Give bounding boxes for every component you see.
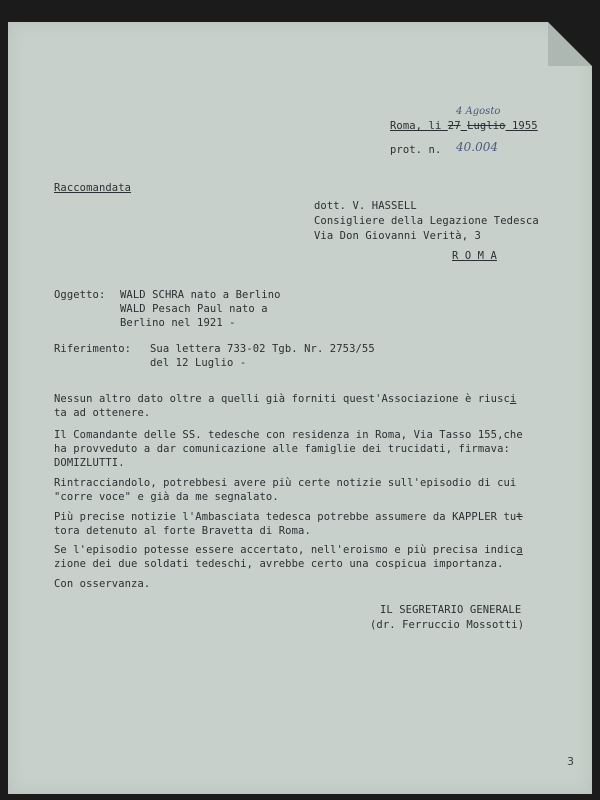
body-line: ha provveduto a dar comunicazione alle famiglie dei trucidati, firmava: [54, 443, 510, 455]
subject-line-3: Berlino nel 1921 - [120, 317, 236, 329]
recipient-title: Consigliere della Legazione Tedesca [314, 215, 539, 227]
page-number: 3 [567, 755, 574, 768]
body-line: Più precise notizie l'Ambasciata tedesca potrebbe assumere da KAPPLER tut [54, 511, 523, 523]
date-year: 1955 [512, 120, 538, 132]
subject-line-1: WALD SCHRA nato a Berlino [120, 289, 281, 301]
signature-name: (dr. Ferruccio Mossotti) [370, 619, 525, 631]
handwritten-date: 4 Agosto [456, 106, 501, 117]
reference-label: Riferimento: [54, 343, 132, 355]
raccomandata-label: Raccomandata [54, 182, 132, 194]
date-line [390, 120, 538, 133]
body-line: ta ad ottenere. [54, 407, 151, 419]
subject-label: Oggetto: [54, 289, 106, 301]
date-place: Roma, li [390, 120, 448, 132]
corner-fold [548, 22, 592, 66]
body-line: Rintracciandolo, potrebbesi avere più certe notizie sull'episodio di cui [54, 477, 517, 489]
body-line: "corre voce" e già da me segnalato. [54, 491, 279, 503]
body-line: Se l'episodio potesse essere accertato, nell'eroismo e più precisa indica [54, 544, 523, 556]
recipient-city: R O M A [452, 250, 497, 262]
body-line: DOMIZLUTTI. [54, 457, 125, 469]
reference-line-1: Sua lettera 733-02 Tgb. Nr. 2753/55 [150, 343, 375, 355]
subject-line-2: WALD Pesach Paul nato a [120, 303, 268, 315]
body-line: zione dei due soldati tedeschi, avrebbe certo una cospicua importanza. [54, 558, 504, 570]
body-line: Il Comandante delle SS. tedesche con residenza in Roma, Via Tasso 155,che [54, 429, 523, 441]
date-crossed-day: 27 [447, 120, 461, 132]
prot-label: prot. n. [390, 144, 442, 156]
reference-line-2: del 12 Luglio - [150, 357, 247, 369]
recipient-address: Via Don Giovanni Verità, 3 [314, 230, 481, 242]
recipient-name: dott. V. HASSELL [314, 200, 417, 212]
signature-title: IL SEGRETARIO GENERALE [380, 604, 522, 616]
closing: Con osservanza. [54, 578, 151, 590]
date-crossed-month: Luglio [467, 120, 506, 132]
document-page [8, 22, 592, 794]
body-line: Nessun altro dato oltre a quelli già forniti quest'Associazione è riusci [54, 393, 517, 405]
body-line: tora detenuto al forte Bravetta di Roma. [54, 525, 311, 537]
prot-number: 40.004 [456, 140, 498, 154]
